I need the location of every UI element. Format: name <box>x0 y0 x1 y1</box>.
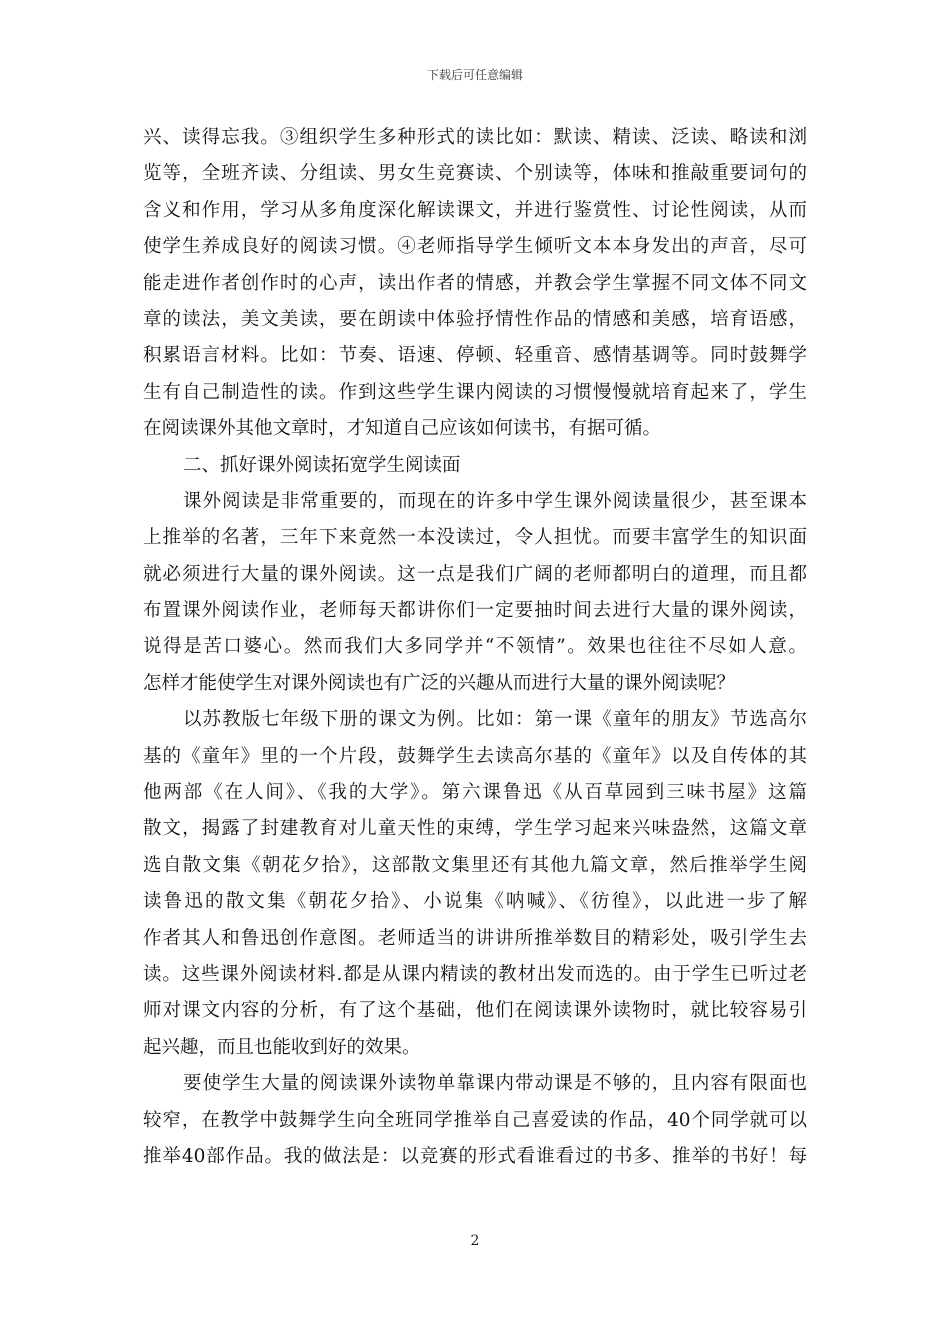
text-line: 散文，揭露了封建教育对儿童天性的束缚，学生学习起来兴味盎然，这篇文章 <box>143 818 807 840</box>
page-header: 下载后可任意编辑 <box>426 68 523 82</box>
text-line: 使学生养成良好的阅读习惯。④老师指导学生倾听文本本身发出的声音，尽可 <box>143 236 807 258</box>
text-line: 课外阅读是非常重要的，而现在的许多中学生课外阅读量很少，甚至课本 <box>183 490 807 512</box>
text-line: 览等，全班齐读、分组读、男女生竞赛读、个别读等，体味和推敲重要词句的 <box>143 163 807 185</box>
page-number: 2 <box>470 1233 480 1249</box>
text-line: 就必须进行大量的课外阅读。这一点是我们广阔的老师都明白的道理，而且都 <box>143 563 807 585</box>
text-line: 怎样才能使学生对课外阅读也有广泛的兴趣从而进行大量的课外阅读呢？ <box>143 672 736 694</box>
text-line: 生有自己制造性的读。作到这些学生课内阅读的习惯慢慢就培育起来了，学生 <box>143 381 807 403</box>
text-line: 以苏教版七年级下册的课文为例。比如：第一课《童年的朋友》节选高尔 <box>183 709 807 731</box>
document-body <box>143 120 807 1175</box>
text-line: 起兴趣，而且也能收到好的效果。 <box>143 1036 421 1058</box>
text-line: 他两部《在人间》、《我的大学》。第六课鲁迅《从百草园到三味书屋》这篇 <box>143 782 807 804</box>
text-line: 积累语言材料。比如：节奏、语速、停顿、轻重音、感情基调等。同时鼓舞学 <box>143 345 807 367</box>
text-line: 推举40部作品。我的做法是：以竞赛的形式看谁看过的书多、推举的书好！每 <box>143 1145 807 1167</box>
text-line: 章的读法，美文美读，要在朗读中体验抒情性作品的情感和美感，培育语感， <box>143 308 807 330</box>
text-line: 上推举的名著，三年下来竟然一本没读过，令人担忧。而要丰富学生的知识面 <box>143 527 807 549</box>
text-line: 布置课外阅读作业，老师每天都讲你们一定要抽时间去进行大量的课外阅读， <box>143 600 807 622</box>
text-line: 能走进作者创作时的心声，读出作者的情感，并教会学生掌握不同文体不同文 <box>143 272 807 294</box>
text-line: 较窄，在教学中鼓舞学生向全班同学推举自己喜爱读的作品，40个同学就可以 <box>143 1109 807 1131</box>
text-line: 选自散文集《朝花夕拾》，这部散文集里还有其他九篇文章，然后推举学生阅 <box>143 854 807 876</box>
text-line: 要使学生大量的阅读课外读物单靠课内带动课是不够的，且内容有限面也 <box>183 1073 807 1095</box>
text-line: 读。这些课外阅读材料.都是从课内精读的教材出发而选的。由于学生已听过老 <box>143 963 807 985</box>
text-line: 作者其人和鲁迅创作意图。老师适当的讲讲所推举数目的精彩处，吸引学生去 <box>143 927 807 949</box>
text-line: 师对课文内容的分析，有了这个基础，他们在阅读课外读物时，就比较容易引 <box>143 1000 807 1022</box>
text-line: 含义和作用，学习从多角度深化解读课文，并进行鉴赏性、讨论性阅读，从而 <box>143 199 807 221</box>
text-line: 兴、读得忘我。③组织学生多种形式的读比如：默读、精读、泛读、略读和浏 <box>143 127 807 148</box>
text-line: 二、抓好课外阅读拓宽学生阅读面 <box>183 454 461 476</box>
text-line: 读鲁迅的散文集《朝花夕拾》、小说集《呐喊》、《彷徨》，以此进一步了解 <box>143 891 807 913</box>
text-line: 基的《童年》里的一个片段，鼓舞学生去读高尔基的《童年》以及自传体的其 <box>143 745 807 767</box>
text-line: 说得是苦口婆心。然而我们大多同学并“不领情”。效果也往往不尽如人意。 <box>143 636 807 658</box>
text-line: 在阅读课外其他文章时，才知道自己应该如何读书，有据可循。 <box>143 418 662 440</box>
